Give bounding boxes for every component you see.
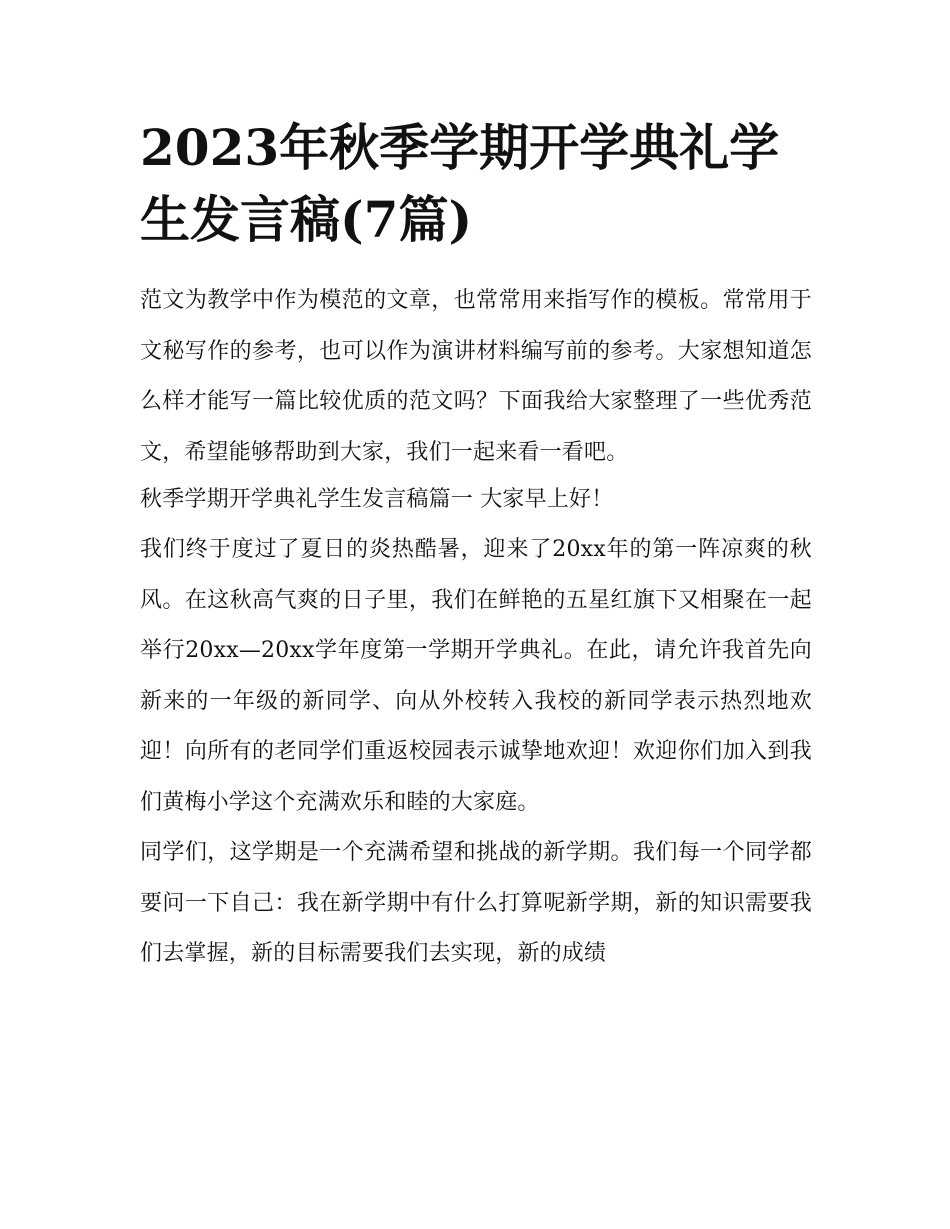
section-heading-paragraph: 秋季学期开学典礼学生发言稿篇一 大家早上好！: [140, 487, 614, 512]
document-title: 2023年秋季学期开学典礼学生发言稿(7篇): [140, 118, 780, 249]
intro-paragraph: 范文为教学中作为模范的文章，也常常用来指写作的模板。常常用于文秘写作的参考，也可以作为演讲材料编写前的参考。大家想知道怎么样才能写一篇比较优质的范文吗？下面我给大家整理了一些优秀范文，希望能够帮助到大家，我们一起来看一看吧。: [140, 288, 812, 465]
body-paragraph: 我们终于度过了夏日的炎热酷暑，迎来了20xx年的第一阵凉爽的秋风。在这秋高气爽的日子里，我们在鲜艳的五星红旗下又相聚在一起举行20xx—20xx学年度第一学期开学典礼。在此，请允许我首先向新来的一年级的新同学、向从外校转入我校的新同学表示热烈地欢迎！向所有的老同学们重返校园表示诚挚地欢迎！欢迎你们加入到我们黄梅小学这个充满欢乐和睦的大家庭。: [140, 537, 812, 815]
body-paragraph: 同学们，这学期是一个充满希望和挑战的新学期。我们每一个同学都要问一下自己：我在新学期中有什么打算呢新学期，新的知识需要我们去掌握，新的目标需要我们去实现，新的成绩: [140, 840, 812, 966]
document-body: [140, 276, 812, 980]
